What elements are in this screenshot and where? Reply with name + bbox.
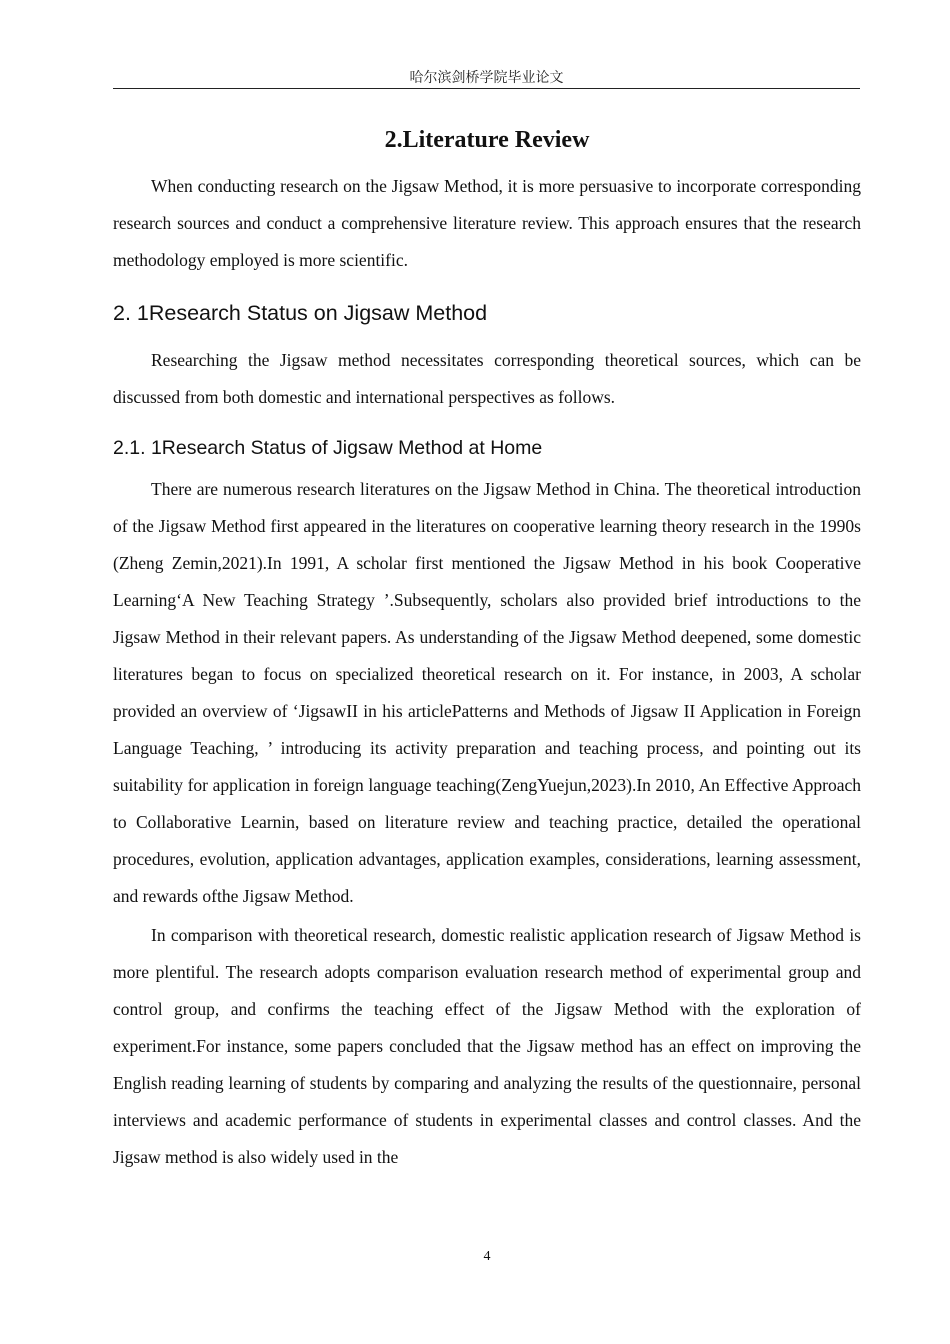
section-heading-2-1: 2. 1Research Status on Jigsaw Method <box>113 301 488 325</box>
section-2-1-paragraph: Researching the Jigsaw method necessitates corresponding theoretical sources, which can be discussed from both domestic and international perspectives as follows. <box>113 350 861 407</box>
section-heading-2-1-1: 2.1. 1Research Status of Jigsaw Method at Home <box>113 437 543 459</box>
section-2-1-1-paragraph-2: In comparison with theoretical research, domestic realistic application research of Jigsaw Method is more plentiful. The research adopts comparison evaluation research method of experimental group and control group, and confirms the teaching effect of the Jigsaw Method with the exploration of experiment.For instance, some papers concluded that the Jigsaw method has an effect on improving the English reading learning of students by comparing and analyzing the results of the questionnaire, personal interviews and academic performance of students in experimental classes and control classes. And the Jigsaw method is also widely used in the <box>113 925 861 1167</box>
chapter-title: 2.Literature Review <box>384 127 590 153</box>
section-2-1-1-paragraph-1: There are numerous research literatures on the Jigsaw Method in China. The theoretical introduction of the Jigsaw Method first appeared in the literatures on cooperative learning theory research in the 1990s (Zheng Zemin,2021).In 1991, A scholar first mentioned the Jigsaw Method in his book Cooperative Learning‘A New Teaching Strategy ’.Subsequently, scholars also provided brief introductions to the Jigsaw Method in their relevant papers. As understanding of the Jigsaw Method deepened, some domestic literatures began to focus on specialized theoretical research on it. For instance, in 2003, A scholar provided an overview of ‘JigsawII in his articlePatterns and Methods of Jigsaw II Application in Foreign Language Teaching, ’ introducing its activity preparation and teaching process, and pointing out its suitability for application in foreign language teaching(ZengYuejun,2023).In 2010, An Effective Approach to Collaborative Learnin, based on literature review and teaching practice, detailed the operational procedures, evolution, application advantages, application examples, considerations, learning assessment, and rewards ofthe Jigsaw Method. <box>113 479 861 906</box>
page-number: 4 <box>483 1249 491 1264</box>
page-content <box>113 122 861 1176</box>
running-header: 哈尔滨剑桥学院毕业论文 <box>409 71 564 86</box>
header-rule <box>113 88 860 89</box>
chapter-intro-paragraph: When conducting research on the Jigsaw Method, it is more persuasive to incorporate corresponding research sources and conduct a comprehensive literature review. This approach ensures that the research methodology employed is more scientific. <box>113 176 861 270</box>
